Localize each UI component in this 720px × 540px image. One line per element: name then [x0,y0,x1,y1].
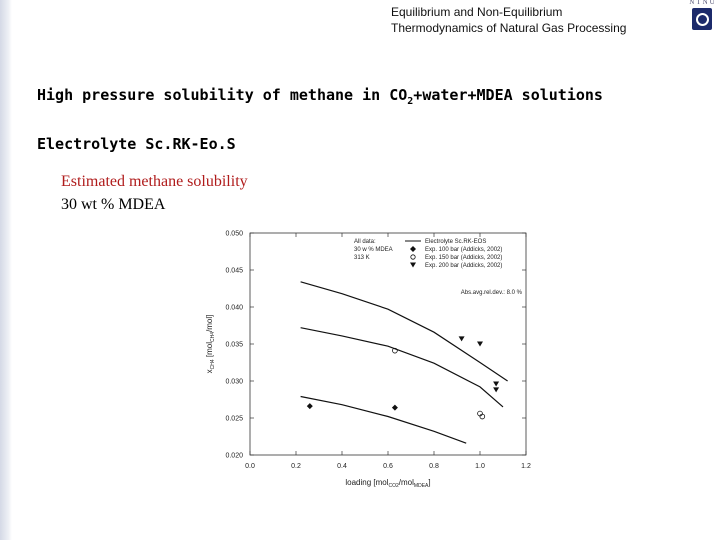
y-tick-label: 0.030 [225,378,243,386]
legend-header-text: 30 w % MDEA [354,247,393,253]
legend-circle-symbol [411,255,415,259]
x-axis-label-part: CO2 [388,483,399,489]
legend-header-text: All data: [354,239,376,245]
title-suffix: +water+MDEA solutions [413,86,603,104]
legend-diamond-symbol [410,246,416,252]
header-line-1: Equilibrium and Non-Equilibrium [391,5,563,19]
slide-subtitle: Electrolyte Sc.RK-Eo.S [37,135,236,153]
x-tick-label: 1.0 [475,463,485,470]
header-line-2: Thermodynamics of Natural Gas Processing [391,21,627,35]
point-200-bar [493,387,499,392]
y-tick-label: 0.020 [225,452,243,460]
legend-entry-text: Electrolyte Sc.RK-EOS [425,239,487,245]
header-text [391,4,681,36]
x-tick-label: 0.6 [383,463,393,470]
x-axis-label-part: MDEA [413,483,429,489]
point-100-bar [392,405,398,411]
point-100-bar [307,403,313,409]
y-axis-label-part: x [205,369,214,374]
x-tick-label: 0.2 [291,463,301,470]
y-axis-label-part: /mol] [205,314,214,332]
note-estimated-solubility: Estimated methane solubility [61,173,248,190]
x-axis-label-part: ] [428,478,431,487]
y-tick-label: 0.050 [225,230,243,238]
x-axis-label [345,478,430,489]
left-decor-bar [0,0,12,540]
x-tick-label: 1.2 [521,463,531,470]
x-axis-label-part: /mol [398,478,414,487]
x-tick-label: 0.0 [245,463,255,470]
ntnu-logo-icon [686,0,720,36]
y-tick-label: 0.040 [225,304,243,312]
legend-header-text: 313 K [354,255,370,261]
y-axis-label [205,315,216,374]
slide-title [37,86,603,107]
note-mdea-concentration: 30 wt % MDEA [61,196,166,213]
legend-entry-text: Exp. 100 bar (Addicks, 2002) [425,247,503,253]
y-tick-label: 0.035 [225,341,243,349]
model-curve [301,397,467,444]
point-200-bar [477,342,483,347]
legend-entry-text: Exp. 150 bar (Addicks, 2002) [425,255,503,261]
y-tick-label: 0.045 [225,267,243,275]
y-axis-label-part: CH4 [210,331,216,342]
title-prefix: High pressure solubility of methane in CO [37,86,408,104]
x-axis-label-part: loading [mol [345,478,389,487]
point-200-bar [459,336,465,341]
x-tick-label: 0.8 [429,463,439,470]
logo-ring [696,13,709,26]
logo-box [692,8,712,30]
model-curve [301,282,508,381]
legend-deviation-text: Abs.avg.rel.dev.: 8.0 % [460,290,522,296]
model-curve [301,328,503,407]
logo-text: NTNU [689,0,717,6]
y-tick-label: 0.025 [225,415,243,423]
point-200-bar [493,381,499,386]
x-tick-label: 0.4 [337,463,347,470]
y-axis-label-part: [mol [205,342,214,360]
y-axis-label-part: CH4 [210,359,216,370]
solubility-chart [195,222,535,494]
legend-entry-text: Exp. 200 bar (Addicks, 2002) [425,263,503,269]
legend-triangle-symbol [410,263,416,268]
title-sub: 2 [407,96,414,107]
